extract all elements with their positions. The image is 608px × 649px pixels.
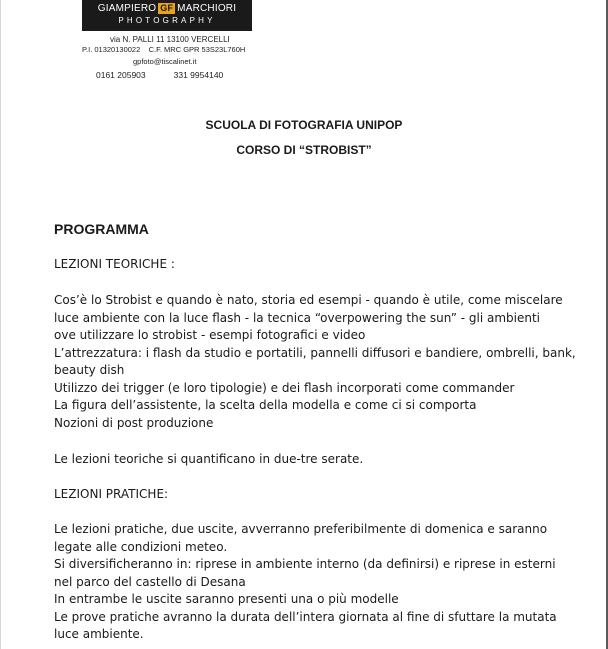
- logo-name-first: GIAMPIERO: [97, 3, 157, 14]
- practice-heading: LEZIONI PRATICHE:: [54, 487, 169, 501]
- logo-name-last: MARCHIORI: [177, 3, 237, 14]
- theory-list: [54, 292, 594, 432]
- course-title: CORSO DI “STROBIST”: [236, 143, 372, 157]
- logo-name-row: [82, 3, 252, 14]
- letterhead-email: gpfoto@tiscalinet.it: [133, 57, 197, 66]
- letterhead-tax-code: C.F. MRC GPR 53S23L760H: [148, 45, 246, 54]
- letterhead-address: via N. PALLI 11 13100 VERCELLI: [110, 35, 230, 44]
- practice-list: [54, 521, 594, 644]
- theory-line: La figura dell’assistente, la scelta della modella e come ci si comporta: [54, 398, 477, 412]
- theory-line: L’attrezzatura: i flash da studio e portatili, pannelli diffusori e bandiere, ombrelli, bank,: [54, 345, 576, 360]
- theory-line: Utilizzo dei trigger (e loro tipologie) e dei flash incorporati come commander: [54, 380, 515, 395]
- letterhead-ids: [82, 45, 256, 54]
- school-title: SCUOLA DI FOTOGRAFIA UNIPOP: [205, 118, 403, 132]
- practice-line: In entrambe le uscite saranno presenti una o più modelle: [54, 592, 399, 606]
- practice-line: legate alle condizioni meteo.: [54, 539, 228, 554]
- theory-line: ove utilizzare lo strobist - esempi fotografici e video: [54, 328, 366, 342]
- theory-line: beauty dish: [54, 363, 125, 377]
- logo-tagline: PHOTOGRAPHY: [118, 16, 216, 25]
- page-edge-left: [0, 0, 1, 649]
- letterhead-phones: [96, 70, 270, 80]
- photographer-logo: [82, 0, 252, 31]
- theory-summary: Le lezioni teoriche si quantificano in due-tre serate.: [54, 452, 364, 466]
- letterhead-vat: P.I. 01320130022: [82, 45, 141, 54]
- theory-line: Nozioni di post produzione: [54, 415, 214, 430]
- theory-line: luce ambiente con la luce flash - la tecnica “overpowering the sun” - gli ambienti: [54, 310, 541, 325]
- practice-line: nel parco del castello di Desana: [54, 574, 246, 589]
- practice-line: Si diversificheranno in: riprese in ambiente interno (da definirsi) e riprese in esterni: [54, 557, 556, 571]
- program-title: PROGRAMMA: [54, 221, 149, 237]
- logo-monogram: GF: [160, 3, 174, 13]
- theory-line: Cos’è lo Strobist e quando è nato, storia ed esempi - quando è utile, come miscelare: [54, 293, 563, 307]
- practice-line: Le prove pratiche avranno la durata dell’intera giornata al fine di sfuttare la mutata: [54, 609, 557, 624]
- theory-heading: LEZIONI TEORICHE :: [54, 257, 175, 271]
- practice-line: luce ambiente.: [54, 627, 144, 641]
- letterhead-phone-1: 0161 205903: [96, 70, 146, 80]
- practice-line: Le lezioni pratiche, due uscite, avverranno preferibilmente di domenica e saranno: [54, 522, 548, 536]
- letterhead-phone-2: 331 9954140: [173, 70, 224, 80]
